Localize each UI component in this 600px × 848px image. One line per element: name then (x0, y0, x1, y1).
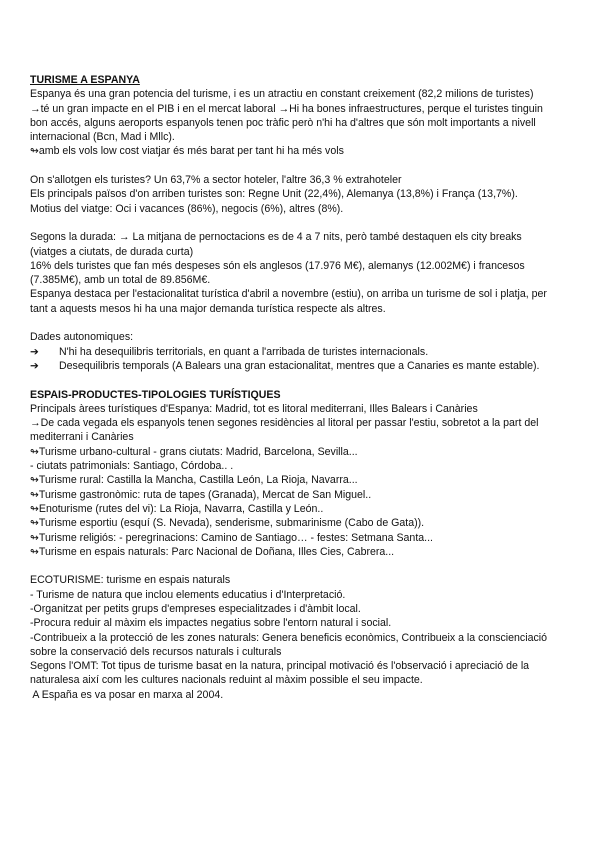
text-line: -Procura reduir al màxim els impactes negatius sobre l'entorn natural i social. (30, 617, 392, 630)
arrow-bullet-icon: ➔ (30, 345, 39, 358)
list-item (30, 345, 578, 359)
text-line: bon accés, alguns aeroports espanyols tenen poc tràfic però n'hi ha d'altres que són molt importants a nivell (30, 116, 536, 129)
text-line: Principals àrees turístiques d'Espanya: Madrid, tot es litoral mediterrani, Illes Balears i Canàries (30, 402, 478, 415)
text-line: -Contribueix a la protecció de les zones naturals: Genera beneficis econòmics, Contribueix a la conscienciació (30, 631, 548, 644)
text-line: sobre la conservació dels recursos naturals i culturals (30, 645, 282, 658)
paragraph-gap (30, 216, 578, 230)
list-item (30, 359, 578, 373)
text-line: ↬Turisme esportiu (esquí (S. Nevada), senderisme, submarinisme (Cabo de Gata)). (30, 517, 425, 530)
text-line: tant a aquests mesos hi ha una major demanda turística respecte als altres. (30, 302, 386, 315)
text-line: Els principals països d'on arriben turistes son: Regne Unit (22,4%), Alemanya (13,8%) i França (13,7%). (30, 188, 518, 201)
paragraph-gap (30, 159, 578, 173)
text-line: On s'allotgen els turistes? Un 63,7% a sector hoteler, l'altre 36,3 % extrahoteler (30, 174, 402, 187)
text-line: →De cada vegada els espanyols tenen segones residències al litoral per passar l'estiu, sobretot a la part del (30, 417, 539, 430)
text-line: mediterrani i Canàries (30, 431, 134, 444)
text-line: internacional (Bcn, Mad i Mllc). (30, 131, 175, 144)
text-line: Segons l'OMT: Tot tipus de turisme basat en la natura, principal motivació és l'observació i apreciació de la (30, 660, 530, 673)
text-line: ↬Turisme en espais naturals: Parc Nacional de Doñana, Illes Cies, Cabrera... (30, 545, 395, 558)
text-line: Espanya és una gran potencia del turisme, i es un atractiu en constant creixement (82,2 milions de turistes) (30, 88, 534, 101)
text-line: Motius del viatge: Oci i vacances (86%), negocis (6%), altres (8%). (30, 202, 344, 215)
text-line: Segons la durada: → La mitjana de pernoctacions es de 4 a 7 nits, però també destaquen els city breaks (30, 231, 522, 244)
text-line: naturalesa així com les cultures nacionals reduint al màxim possible el seu impacte. (30, 674, 423, 687)
text-line: (7.385M€), amb un total de 89.856M€. (30, 274, 211, 287)
text-line: ECOTURISME: turisme en espais naturals (30, 574, 231, 587)
arrow-bullet-icon: ➔ (30, 359, 39, 372)
section-title-turisme-espanya: TURISME A ESPANYA (30, 74, 140, 86)
paragraph-gap (30, 373, 578, 387)
text-line: ↬Enoturisme (rutes del vi): La Rioja, Navarra, Castilla y León.. (30, 502, 324, 515)
list-item-text: N'hi ha desequilibris territorials, en quant a l'arribada de turistes internacionals. (59, 345, 429, 358)
text-line: Espanya destaca per l'estacionalitat turística d'abril a novembre (estiu), on arriba un turisme de sol i platja, per (30, 288, 547, 301)
document-page (30, 73, 578, 702)
text-line: ↬Turisme gastronòmic: ruta de tapes (Granada), Mercat de San Miguel.. (30, 488, 372, 501)
list-item-text: Desequilibris temporals (A Balears una gran estacionalitat, mentres que a Canaries es mante estable). (59, 359, 540, 372)
text-line: Dades autonomiques: (30, 331, 134, 344)
text-line: - ciutats patrimonials: Santiago, Córdoba.. . (30, 460, 234, 473)
text-line: -Organitzat per petits grups d'empreses especialitzades i d'àmbit local. (30, 602, 361, 615)
section-title-espais-productes: ESPAIS-PRODUCTES-TIPOLOGIES TURÍSTIQUES (30, 388, 281, 401)
text-line: A España es va posar en marxa al 2004. (30, 688, 224, 701)
text-line: ↬Turisme rural: Castilla la Mancha, Castilla León, La Rioja, Navarra... (30, 474, 358, 487)
text-line: ↬Turisme urbano-cultural - grans ciutats: Madrid, Barcelona, Sevilla... (30, 445, 358, 458)
paragraph-gap (30, 316, 578, 330)
text-line: - Turisme de natura que inclou elements educatius i d'Interpretació. (30, 588, 346, 601)
text-line: (viatges a ciutats, de durada curta) (30, 245, 194, 258)
text-line: →té un gran impacte en el PIB i en el mercat laboral →Hi ha bones infraestructures, perque el turistes tinguin (30, 102, 543, 115)
paragraph-gap (30, 559, 578, 573)
text-line: ↬amb els vols low cost viatjar és més barat per tant hi ha més vols (30, 145, 344, 158)
text-line: 16% dels turistes que fan més despeses són els anglesos (17.976 M€), alemanys (12.002M€) i francesos (30, 259, 525, 272)
text-line: ↬Turisme religiós: - peregrinacions: Camino de Santiago… - festes: Setmana Santa... (30, 531, 433, 544)
